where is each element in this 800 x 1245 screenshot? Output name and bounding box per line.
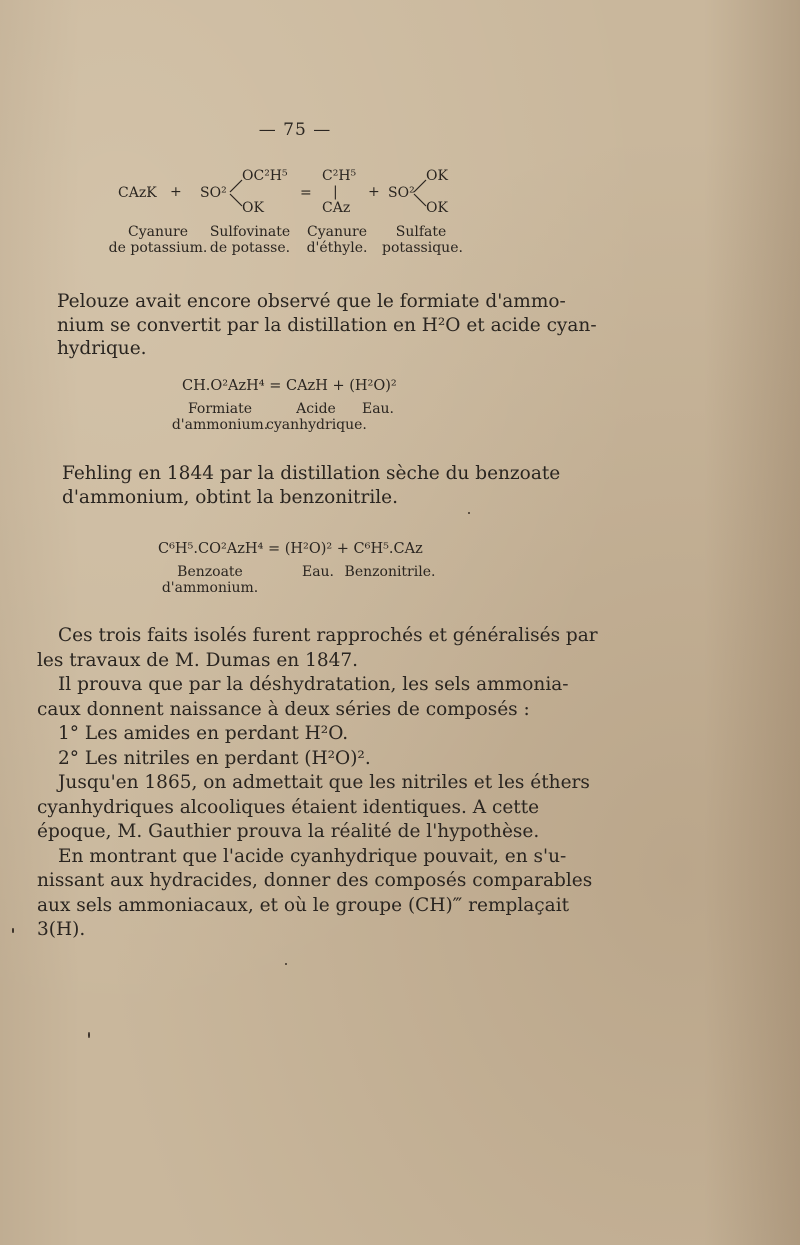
paragraph-pelouze: Pelouze avait encore observé que le formiate d'ammo- nium se convertit par la distillation en H²O et acide cyan- hydrique. — [57, 291, 597, 359]
plus-sign-2: + — [368, 184, 380, 200]
label-acide: Acide cyanhydrique. — [266, 401, 367, 433]
page-number: — 75 — — [258, 120, 332, 140]
paragraph-fehling: Fehling en 1844 par la distillation sèche du benzoate d'ammonium, obtint la benzonitrile. — [62, 463, 561, 508]
label-cyanure-potassium: Cyanure de potassium. — [108, 224, 208, 256]
product-bond: | — [333, 184, 338, 200]
equals-sign: = — [300, 185, 312, 201]
reaction-3-formula: C⁶H⁵.CO²AzH⁴ = (H²O)² + C⁶H⁵.CAz — [158, 541, 423, 557]
paper-speck — [285, 963, 287, 965]
product-ethyl: C²H⁵ — [322, 168, 357, 184]
plus-sign: + — [170, 184, 182, 200]
sulfonyl-right-top: OK — [426, 168, 448, 184]
label-eau-2: Eau. — [361, 401, 395, 417]
sulfonyl-left-bottom: OK — [242, 200, 264, 216]
label-formiate: Formiate d'ammonium. — [171, 401, 269, 433]
paper-speck — [12, 928, 14, 933]
reactant-cyanide: CAzK — [118, 185, 157, 201]
reaction-2-formula: CH.O²AzH⁴ = CAzH + (H²O)² — [182, 378, 397, 394]
sulfonyl-left: SO² — [200, 185, 227, 201]
paper-speck — [468, 512, 470, 514]
label-cyanure-ethyle: Cyanure d'éthyle. — [306, 224, 368, 256]
product-caz: CAz — [322, 200, 351, 216]
sulfonyl-right-bottom: OK — [426, 200, 448, 216]
label-sulfate: Sulfate potassique. — [382, 224, 463, 256]
label-benzonitrile: Benzonitrile. — [344, 564, 436, 580]
label-sulfovinate: Sulfovinate de potasse. — [209, 224, 291, 256]
label-eau-3: Eau. — [301, 564, 335, 580]
sulfonyl-right: SO² — [388, 185, 415, 201]
sulfonyl-left-top: OC²H⁵ — [242, 168, 288, 184]
paragraph-dumas: Ces trois faits isolés furent rapprochés et généralisés par les travaux de M. Dumas en 1847. Il prouva que par la déshydratation, les sels ammonia- caux donnent naissance à deux séries de composés : 1° Les amides en perdant H²O. 2° Les nitriles en perdant (H²O)². Jusqu'en 1865, on admettait que les nitriles et les éthers cyanhydriques alcooliques étaient identiques. A cette époque, M. Gauthier prouva la réalité de l'hypothèse. En montrant que l'acide cyanhydrique pouvait, en s'u- nissant aux hydracides, donner des composés comparables aux sels ammoniacaux, et où le groupe (CH)‴ remplaçait 3(H). — [37, 625, 598, 940]
paper-speck — [88, 1032, 90, 1038]
label-benzoate: Benzoate d'ammonium. — [161, 564, 259, 596]
